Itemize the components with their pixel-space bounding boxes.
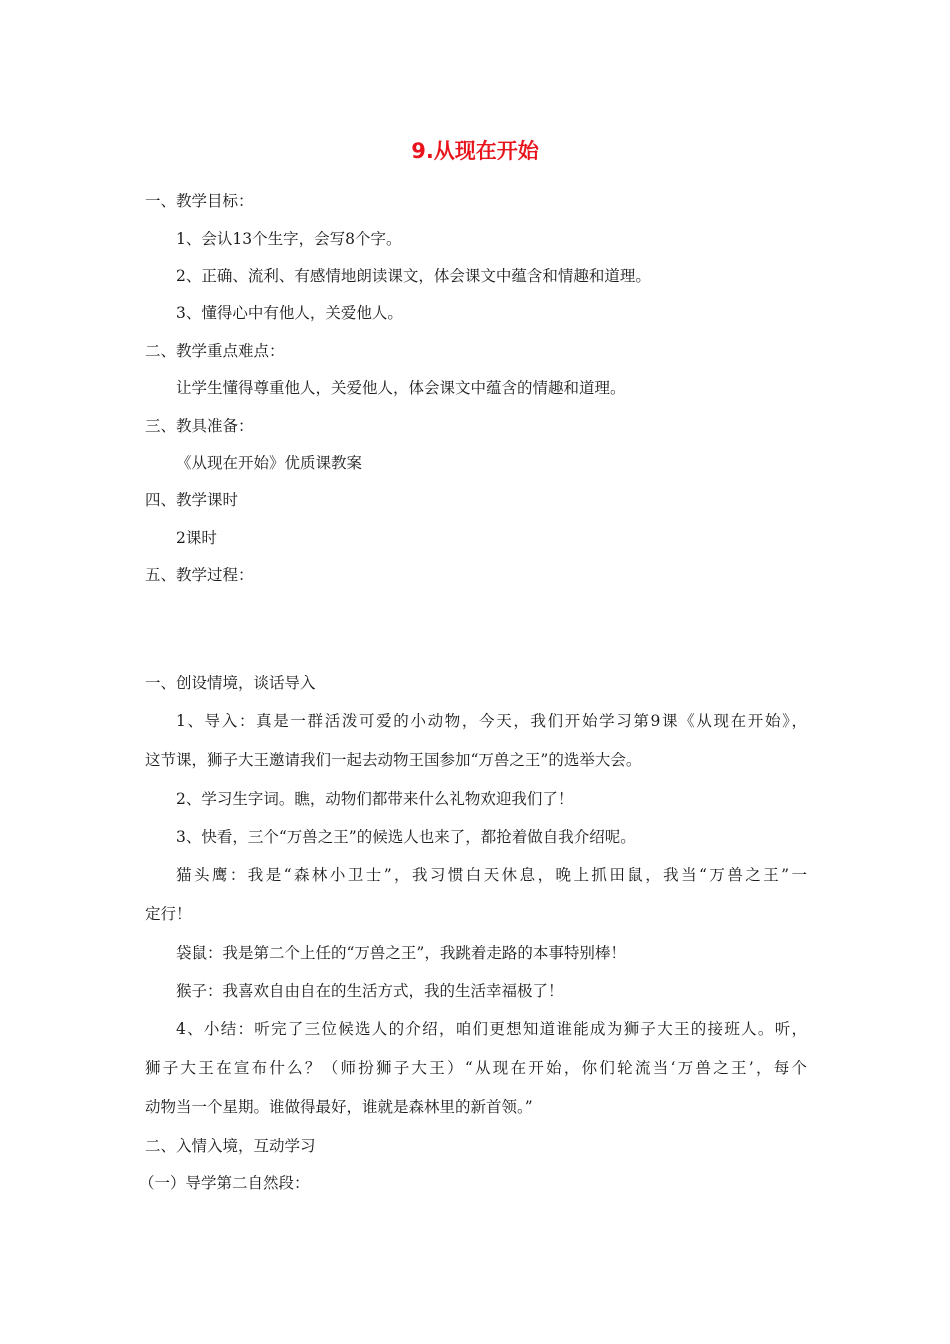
owl-line-1: 猫头鹰：我是“森林小卫士”，我习惯白天休息，晚上抓田鼠，我当“万兽之王”一: [176, 866, 807, 884]
owl-line-2: 定行！: [145, 905, 192, 923]
monkey-line: 猴子：我喜欢自由自在的生活方式，我的生活幸福极了！: [176, 982, 564, 1000]
section-heading-periods: 四、教学课时: [145, 491, 239, 509]
section-heading-key-points: 二、教学重点难点：: [145, 342, 285, 360]
intro-item-4-line-2: 狮子大王在宣布什么？（师扮狮子大王）“从现在开始，你们轮流当‘万兽之王’，每个: [145, 1059, 807, 1077]
kangaroo-line: 袋鼠：我是第二个上任的“万兽之王”，我跳着走路的本事特别棒！: [176, 944, 626, 962]
objective-item-2: 2、正确、流利、有感情地朗读课文，体会课文中蕴含和情趣和道理。: [176, 267, 651, 285]
interactive-subheading-1: （一）导学第二自然段：: [139, 1174, 310, 1192]
intro-item-1-line-2: 这节课，狮子大王邀请我们一起去动物王国参加“万兽之王”的选举大会。: [145, 751, 642, 769]
section-heading-materials: 三、教具准备：: [145, 417, 254, 435]
intro-item-4-line-3: 动物当一个星期。谁做得最好，谁就是森林里的新首领。”: [145, 1098, 533, 1116]
intro-item-1-line-1: 1、导入：真是一群活泼可爱的小动物，今天，我们开始学习第9课《从现在开始》，: [176, 712, 807, 730]
intro-item-2: 2、学习生字词。瞧，动物们都带来什么礼物欢迎我们了！: [176, 790, 574, 808]
materials-body: 《从现在开始》优质课教案: [176, 454, 363, 472]
process-heading-intro: 一、创设情境，谈话导入: [145, 674, 316, 692]
process-heading-interactive: 二、入情入境，互动学习: [145, 1137, 316, 1155]
key-points-body: 让学生懂得尊重他人，关爱他人，体会课文中蕴含的情趣和道理。: [176, 379, 626, 397]
section-heading-objectives: 一、教学目标：: [145, 192, 254, 210]
periods-body: 2课时: [176, 529, 217, 547]
intro-item-4-line-1: 4、小结：听完了三位候选人的介绍，咱们更想知道谁能成为狮子大王的接班人。听，: [176, 1020, 807, 1038]
intro-item-3: 3、快看，三个“万兽之王”的候选人也来了，都抢着做自我介绍呢。: [176, 828, 636, 846]
objective-item-3: 3、懂得心中有他人，关爱他人。: [176, 304, 403, 322]
document-title: 9.从现在开始: [411, 139, 539, 163]
section-heading-process: 五、教学过程：: [145, 566, 254, 584]
objective-item-1: 1、会认13个生字，会写8个字。: [176, 230, 402, 248]
